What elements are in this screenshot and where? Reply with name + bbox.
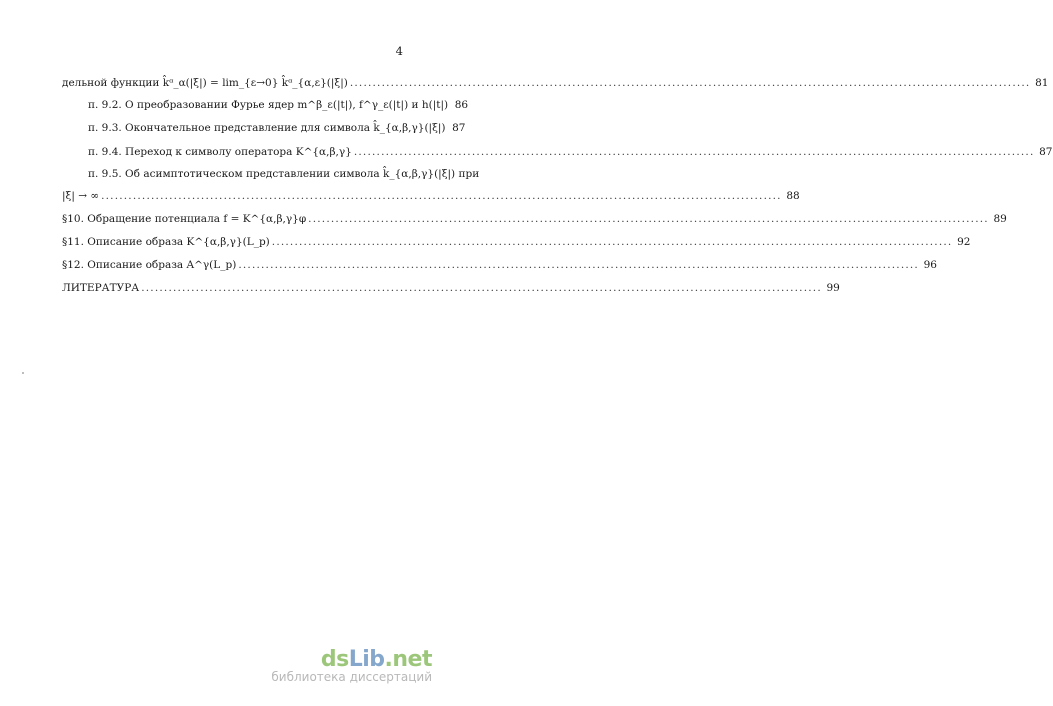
toc-entry-page: 88 bbox=[786, 190, 800, 202]
toc-entry-page: 87 bbox=[1039, 146, 1053, 158]
dot-leader bbox=[272, 236, 953, 249]
toc-entry bbox=[0, 163, 480, 181]
watermark bbox=[271, 647, 432, 684]
dot-leader bbox=[101, 190, 782, 203]
toc-entry bbox=[0, 94, 469, 112]
toc-entry-text: п. 9.3. Окончательное представление для символа k̂_{α,β,γ}(|ξ|) bbox=[88, 122, 446, 134]
dot-leader bbox=[354, 146, 1035, 159]
toc-entry bbox=[0, 277, 840, 295]
toc-entry bbox=[0, 254, 937, 272]
toc-entry-text: п. 9.4. Переход к символу оператора K^{α,β,γ} bbox=[88, 146, 352, 158]
toc-entry-text: |ξ| → ∞ bbox=[62, 190, 100, 202]
toc-entry bbox=[0, 117, 466, 135]
toc-entry-text: п. 9.2. О преобразовании Фурье ядер m^β_ε(|t|), f^γ_ε(|t|) и h(|t|) bbox=[88, 99, 449, 111]
dot-leader bbox=[308, 213, 989, 226]
toc-entry-page: 92 bbox=[957, 236, 971, 248]
toc-entry bbox=[0, 141, 1053, 159]
scan-speck bbox=[22, 372, 24, 374]
dot-leader bbox=[350, 77, 1031, 90]
toc-entry-page: 96 bbox=[923, 259, 937, 271]
dot-leader bbox=[238, 259, 919, 272]
toc-entry-text: п. 9.5. Об асимптотическом представлении символа k̂_{α,β,γ}(|ξ|) при bbox=[88, 168, 480, 180]
toc-entry bbox=[0, 72, 1049, 90]
toc-entry bbox=[0, 185, 800, 203]
toc-entry-page: 99 bbox=[826, 282, 840, 294]
toc-entry-text: дельной функции k̂ᵅ_α(|ξ|) = lim_{ε→0} k̂ᵅ_{α,ε}(|ξ|) bbox=[62, 77, 348, 89]
toc-entry-page: 86 bbox=[454, 99, 469, 111]
toc-entry-text: §10. Обращение потенциала f = K^{α,β,γ}φ bbox=[62, 213, 307, 225]
dot-leader bbox=[141, 282, 822, 295]
toc-entry bbox=[0, 208, 1007, 226]
page-number: 4 bbox=[395, 44, 403, 58]
toc-entry-text: §12. Описание образа A^γ(L_p) bbox=[62, 259, 237, 271]
watermark-logo: dsLib.net bbox=[320, 647, 432, 672]
watermark-subtitle: библиотека диссертаций bbox=[271, 670, 432, 684]
toc-entry-page: 81 bbox=[1035, 77, 1049, 89]
toc-entry-text: §11. Описание образа K^{α,β,γ}(L_p) bbox=[62, 236, 270, 248]
toc-entry-page: 87 bbox=[452, 122, 466, 134]
toc-entry-text: ЛИТЕРАТУРА bbox=[62, 282, 140, 294]
toc-entry bbox=[0, 231, 971, 249]
toc-entry-page: 89 bbox=[993, 213, 1007, 225]
